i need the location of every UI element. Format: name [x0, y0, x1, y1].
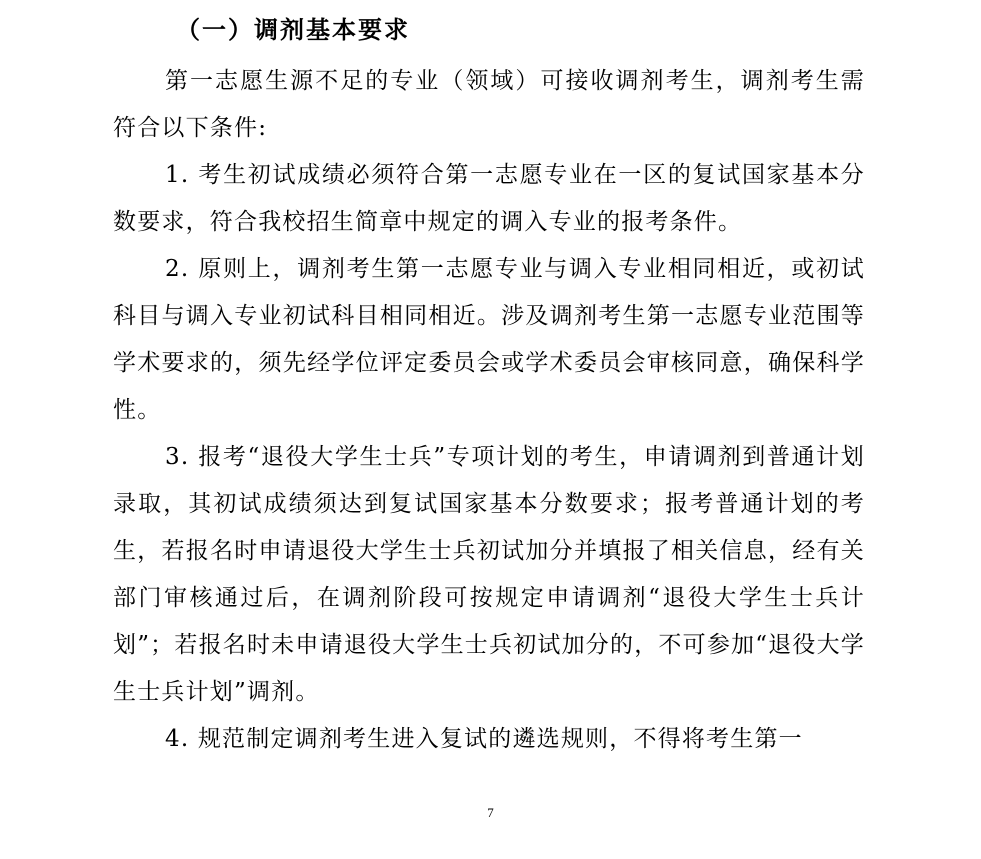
- paragraph-condition-4: 4. 规范制定调剂考生进入复试的遴选规则，不得将考生第一: [165, 726, 803, 752]
- paragraph-condition-1: 1. 考生初试成绩必须符合第一志愿专业在一区的复试国家基本分数要求，符合我校招生简章中规定的调入专业的报考条件。: [113, 162, 865, 235]
- paragraph-intro: 第一志愿生源不足的专业（领域）可接收调剂考生，调剂考生需符合以下条件:: [113, 68, 865, 141]
- section-heading: （一）调剂基本要求: [176, 15, 410, 44]
- page-number: 7: [487, 805, 494, 820]
- paragraph-condition-3: 3. 报考“退役大学生士兵”专项计划的考生，申请调剂到普通计划录取，其初试成绩须达到复试国家基本分数要求；报考普通计划的考生，若报名时申请退役大学生士兵初试加分并填报了相关信息，经有关部门审核通过后，在调剂阶段可按规定申请调剂“退役大学生士兵计划”；若报名时未申请退役大学生士兵初试加分的，不可参加“退役大学生士兵计划”调剂。: [113, 444, 865, 705]
- paragraph-condition-2: 2. 原则上，调剂考生第一志愿专业与调入专业相同相近，或初试科目与调入专业初试科目相同相近。涉及调剂考生第一志愿专业范围等学术要求的，须先经学位评定委员会或学术委员会审核同意，确保科学性。: [113, 256, 865, 423]
